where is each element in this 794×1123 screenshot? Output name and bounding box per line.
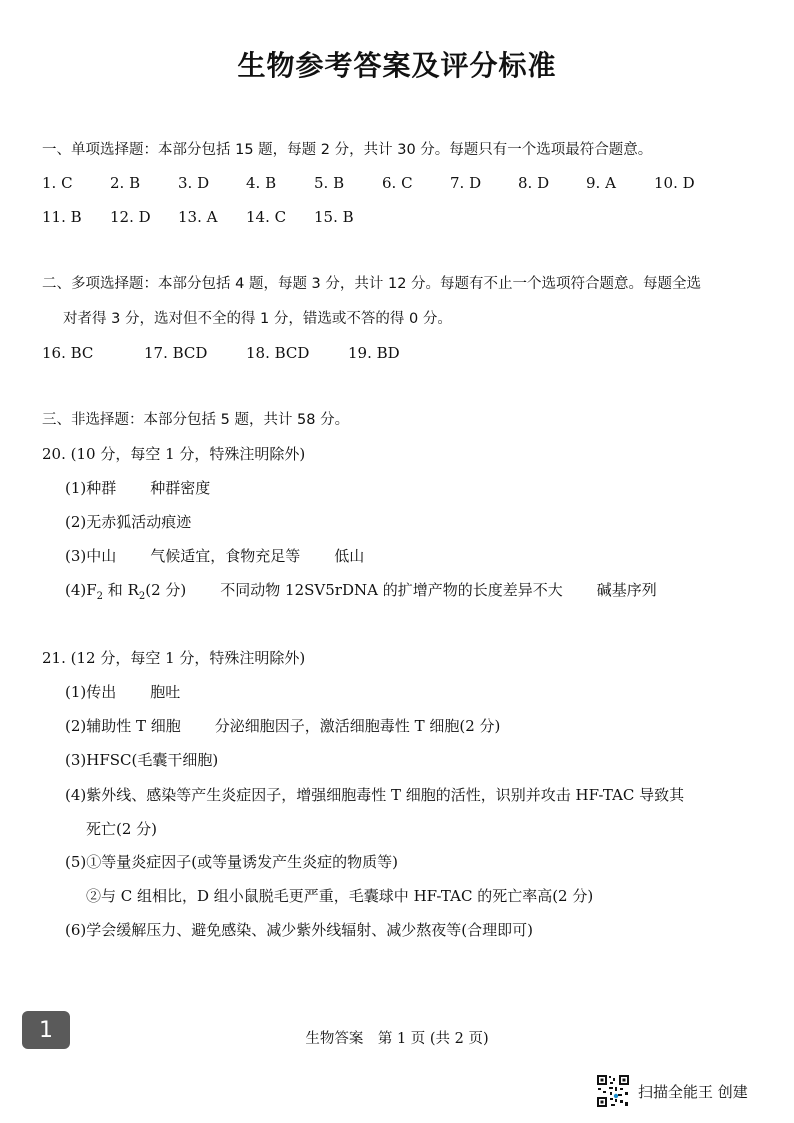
q21-part4: (4)紫外线、感染等产生炎症因子，增强细胞毒性 T 细胞的活性，识别并攻击 HF-TAC 导致其	[65, 786, 685, 804]
q20-part4-mid: 和 R	[103, 581, 139, 599]
page-title: 生物参考答案及评分标准	[237, 49, 557, 82]
answer-19: 19. BD	[348, 344, 400, 362]
q20-part3-b: 气候适宜，食物充足等	[150, 547, 301, 565]
section2-heading-cont: 对者得 3 分，选对但不全的得 1 分，错选或不答的得 0 分。	[63, 311, 452, 327]
scanner-label: 扫描全能王 创建	[638, 1082, 748, 1101]
answer-4: 4. B	[246, 174, 277, 192]
answer-15: 15. B	[314, 208, 354, 226]
answer-2: 2. B	[110, 174, 141, 192]
qr-code-icon	[596, 1074, 630, 1108]
answer-6: 6. C	[382, 174, 413, 192]
q21-part1-a: (1)传出	[65, 683, 117, 701]
answer-17: 17. BCD	[144, 344, 208, 362]
q21-part2-a: (2)辅助性 T 细胞	[65, 717, 181, 735]
q21-part5: (5)①等量炎症因子(或等量诱发产生炎症的物质等)	[65, 853, 398, 871]
answer-16: 16. BC	[42, 344, 94, 362]
answer-13: 13. A	[178, 208, 218, 226]
q21-part3: (3)HFSC(毛囊干细胞)	[65, 751, 219, 769]
q20-part1	[65, 478, 210, 498]
q20-part4-b: 不同动物 12SV5rDNA 的扩增产物的长度差异不大	[220, 581, 563, 599]
section3-heading: 三、非选择题：本部分包括 5 题，共计 58 分。	[42, 412, 350, 428]
q20-part1-a: (1)种群	[65, 479, 117, 497]
q20-part4-c: 碱基序列	[596, 581, 657, 599]
section2-heading: 二、多项选择题：本部分包括 4 题，每题 3 分，共计 12 分。每题有不止一个选项符合题意。每题全选	[42, 276, 702, 292]
answer-9: 9. A	[586, 174, 616, 192]
answer-14: 14. C	[246, 208, 287, 226]
q20-part1-b: 种群密度	[150, 479, 211, 497]
page-footer: 生物答案 第 1 页 (共 2 页)	[305, 1031, 489, 1047]
q20-part2: (2)无赤狐活动痕迹	[65, 513, 192, 531]
q20-part4	[65, 580, 657, 607]
answer-8: 8. D	[518, 174, 550, 192]
q20-part4-sub1: 2	[96, 591, 104, 602]
q21-header: 21. (12 分，每空 1 分，特殊注明除外)	[42, 649, 306, 667]
q20-part4-sub2: 2	[138, 591, 146, 602]
page-number-badge: 1	[22, 1011, 70, 1049]
answer-12: 12. D	[110, 208, 151, 226]
q21-part2	[65, 716, 500, 736]
answer-3: 3. D	[178, 174, 210, 192]
answer-7: 7. D	[450, 174, 482, 192]
q21-part5-cont: ②与 C 组相比，D 组小鼠脱毛更严重，毛囊球中 HF-TAC 的死亡率高(2 分)	[86, 887, 594, 905]
q21-part4-cont: 死亡(2 分)	[86, 820, 158, 838]
q21-part1	[65, 682, 180, 702]
q21-part1-b: 胞吐	[150, 683, 181, 701]
q21-part6: (6)学会缓解压力、避免感染、减少紫外线辐射、减少熬夜等(合理即可)	[65, 921, 533, 939]
q20-part3-c: 低山	[334, 547, 365, 565]
answer-5: 5. B	[314, 174, 345, 192]
q21-part2-b: 分泌细胞因子，激活细胞毒性 T 细胞(2 分)	[214, 717, 501, 735]
q20-header: 20. (10 分，每空 1 分，特殊注明除外)	[42, 445, 306, 463]
q20-part3-a: (3)中山	[65, 547, 117, 565]
answer-11: 11. B	[42, 208, 82, 226]
q20-part4-prefix: (4)F	[65, 581, 97, 599]
answer-10: 10. D	[654, 174, 695, 192]
answer-18: 18. BCD	[246, 344, 310, 362]
scanner-watermark	[596, 1074, 748, 1108]
section1-heading: 一、单项选择题：本部分包括 15 题，每题 2 分，共计 30 分。每题只有一个选项最符合题意。	[42, 142, 653, 158]
answer-1: 1. C	[42, 174, 73, 192]
q20-part4-suffix: (2 分)	[145, 581, 187, 599]
q20-part3	[65, 546, 364, 566]
